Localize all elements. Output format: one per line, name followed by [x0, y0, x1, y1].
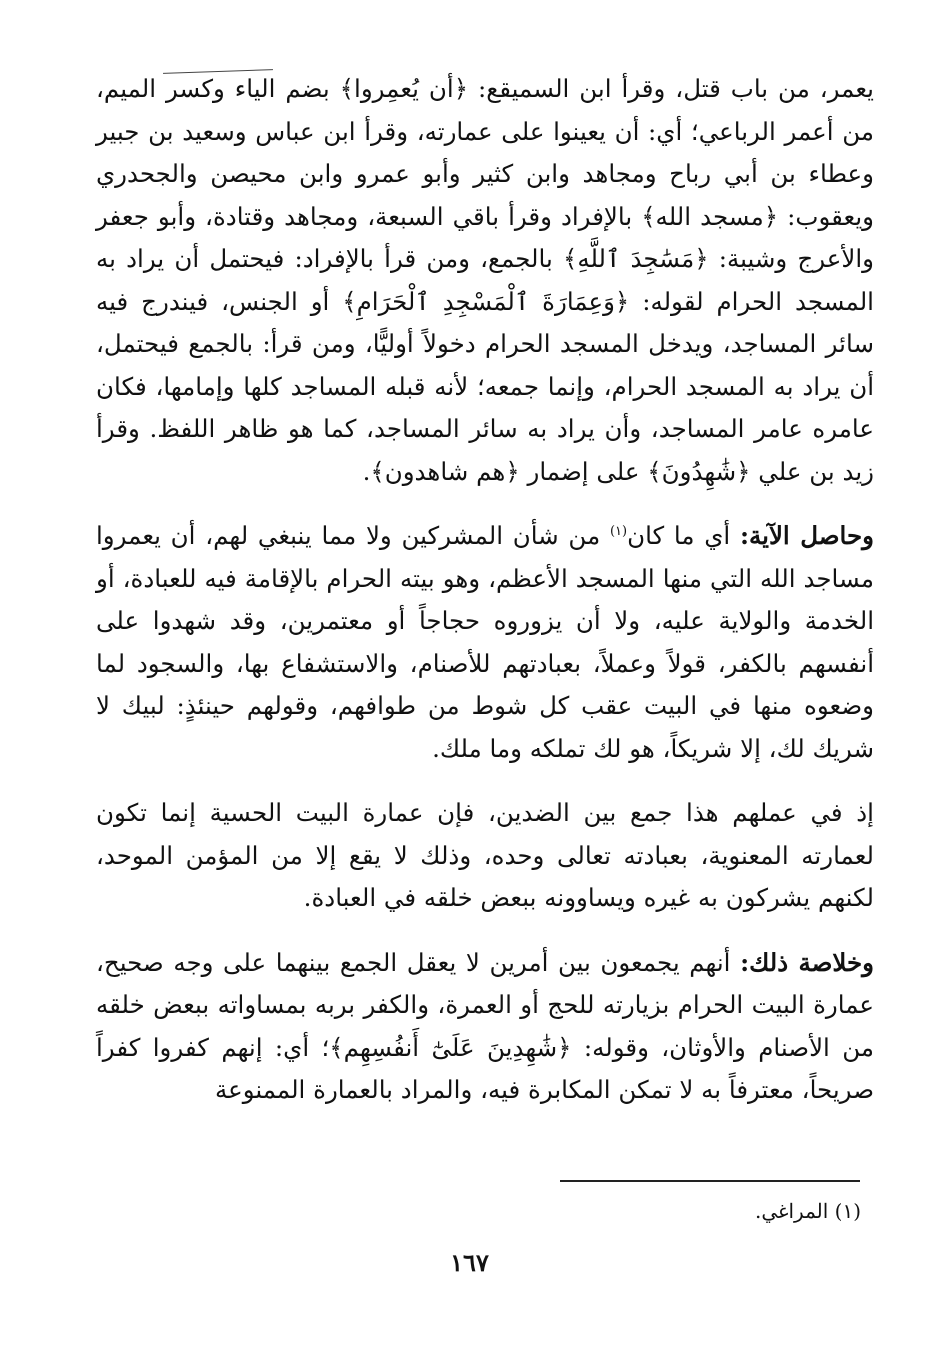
paragraph-text: أنهم يجمعون بين أمرين لا يعقل الجمع بينهما على وجه صحيح، عمارة البيت الحرام بزيارته للحج أو العمرة، والكفر بربه بمساواته ببعض خلقه من الأصنام والأوثان، وقوله: ﴿شَٰهِدِينَ عَلَىٰٓ أَنفُسِهِم﴾؛ أي: إنهم كفروا كفراً صريحاً، معترفاً به لا تمكن المكابرة فيه، والمراد بالعمارة الممنوعة	[96, 947, 874, 1104]
footnote: (١) المراغي.	[754, 1199, 861, 1223]
paragraph-text: يعمر، من باب قتل، وقرأ ابن السميقع: ﴿أن يُعمِروا﴾ بضم الياء وكسر الميم، من أعمر الرباعي؛ أي: أن يعينوا على عمارته، وقرأ ابن عباس وسعيد بن جبير وعطاء بن أبي رباح ومجاهد وابن كثير وأبو عمرو وابن محيصن والجحدري ويعقوب: ﴿مسجد الله﴾ بالإفراد وقرأ باقي السبعة، ومجاهد وقتادة، وأبو جعفر والأعرج وشيبة: ﴿مَسَٰجِدَ ٱللَّهِ﴾ بالجمع، ومن قرأ بالإفراد: فيحتمل أن يراد به المسجد الحرام لقوله: ﴿وَعِمَارَةَ ٱلْمَسْجِدِ ٱلْحَرَامِ﴾ أو الجنس، فيندرج فيه سائر المساجد، ويدخل المسجد الحرام دخولاً أوليًّا، ومن قرأ: بالجمع فيحتمل، أن يراد به المسجد الحرام، وإنما جمعه؛ لأنه قبله المساجد كلها وإمامها، فكان عامره عامر المساجد، وأن يراد به سائر المساجد، كما هو ظاهر اللفظ. وقرأ زيد بن علي ﴿شَٰهِدُونَ﴾ على إضمار ﴿هم شاهدون﴾.	[96, 74, 874, 486]
paragraph-heading: وخلاصة ذلك:	[740, 947, 874, 977]
page-number: ١٦٧	[450, 1248, 489, 1277]
footnote-marker: (١)	[609, 523, 628, 539]
paragraph-contradiction	[96, 792, 874, 920]
paragraph-text-lead: أي ما كان	[627, 521, 740, 550]
footnote-divider	[560, 1180, 860, 1182]
paragraph-heading: وحاصل الآية:	[739, 521, 874, 550]
paragraph-text: إذ في عملهم هذا جمع بين الضدين، فإن عمارة البيت الحسية إنما تكون لعمارته المعنوية، بعبادته تعالى وحده، وذلك لا يقع إلا من المؤمن الموحد، لكنهم يشركون به غيره ويساوونه ببعض خلقه في العبادة.	[96, 798, 874, 912]
page-body	[96, 68, 874, 1112]
paragraph-text: من شأن المشركين ولا مما ينبغي لهم، أن يعمروا مساجد الله التي منها المسجد الأعظم، وهو بيته الحرام بالإقامة فيه للعبادة، أو الخدمة والولاية عليه، ولا أن يزوروه حجاجاً أو معتمرين، وقد شهدوا على أنفسهم بالكفر، قولاً وعملاً، بعبادتهم للأصنام، والاستشفاع بها، والسجود لما وضعوه منها في البيت عقب كل شوط من طوافهم، وقولهم حينئذٍ: لبيك لا شريك لك، إلا شريكاً، هو لك تملكه وما ملك.	[96, 521, 874, 763]
paragraph-conclusion	[96, 942, 874, 1112]
paragraph-readings	[96, 68, 874, 493]
paragraph-summary-verse	[96, 515, 874, 770]
